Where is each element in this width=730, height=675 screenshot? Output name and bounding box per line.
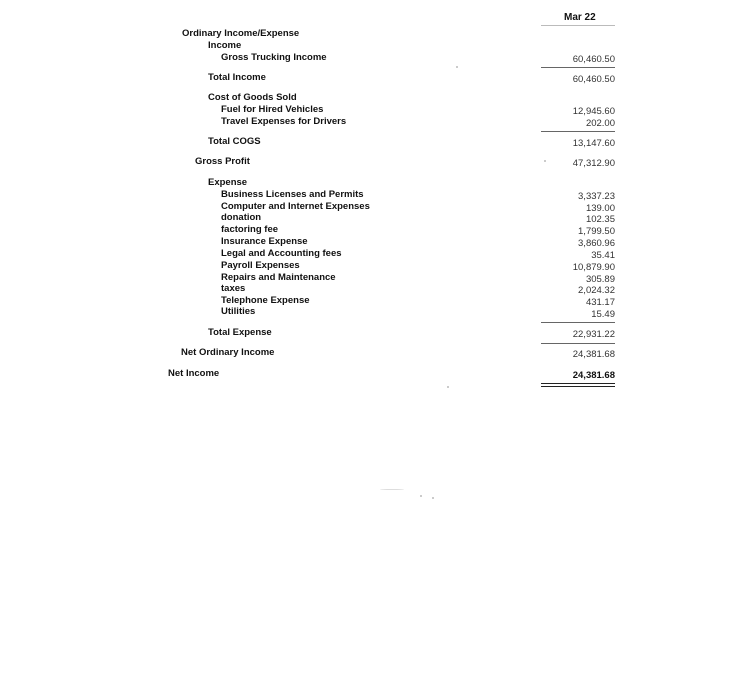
value-business-licenses: 3,337.23 — [578, 191, 615, 202]
label-net-income: Net Income — [168, 368, 220, 379]
value-donation: 102.35 — [585, 214, 615, 225]
label-total-income: Total Income — [208, 72, 266, 83]
label-business-licenses: Business Licenses and Permits — [221, 189, 364, 200]
value-computer-internet: 139.00 — [585, 203, 615, 214]
label-factoring-fee: factoring fee — [221, 224, 279, 235]
label-gross-profit: Gross Profit — [195, 156, 250, 167]
label-taxes: taxes — [221, 283, 246, 294]
rule-net-ordinary — [541, 343, 615, 344]
label-total-expense: Total Expense — [208, 327, 272, 338]
value-legal-accounting: 35.41 — [591, 250, 615, 261]
value-repairs-maintenance: 305.89 — [585, 274, 615, 285]
rule-net-income-double-top — [541, 383, 615, 384]
value-payroll-expenses: 10,879.90 — [572, 262, 615, 273]
label-donation: donation — [221, 212, 262, 223]
label-gross-trucking-income: Gross Trucking Income — [221, 52, 327, 63]
value-factoring-fee: 1,799.50 — [578, 226, 615, 237]
label-expense: Expense — [208, 177, 248, 188]
value-fuel-hired-vehicles: 12,945.60 — [572, 106, 615, 117]
label-total-cogs: Total COGS — [208, 136, 261, 147]
value-travel-expenses-drivers: 202.00 — [585, 118, 615, 129]
label-cost-of-goods-sold: Cost of Goods Sold — [208, 92, 297, 103]
label-travel-expenses-drivers: Travel Expenses for Drivers — [221, 116, 347, 127]
rule-cogs-subtotal — [541, 131, 615, 132]
value-taxes: 2,024.32 — [578, 285, 615, 296]
label-insurance-expense: Insurance Expense — [221, 236, 308, 247]
label-income: Income — [208, 40, 242, 51]
label-repairs-maintenance: Repairs and Maintenance — [221, 272, 336, 283]
label-utilities: Utilities — [221, 306, 256, 317]
header-underline — [541, 25, 615, 26]
scan-speck — [420, 495, 422, 497]
label-telephone-expense: Telephone Expense — [221, 295, 310, 306]
value-net-income: 24,381.68 — [572, 370, 615, 381]
value-total-income: 60,460.50 — [572, 74, 615, 85]
rule-net-income-double-bottom — [541, 386, 615, 387]
scan-streak — [380, 489, 404, 490]
value-total-cogs: 13,147.60 — [572, 138, 615, 149]
label-computer-internet: Computer and Internet Expenses — [221, 201, 370, 212]
rule-income-subtotal — [541, 67, 615, 68]
scan-speck — [432, 497, 434, 499]
value-insurance-expense: 3,860.96 — [578, 238, 615, 249]
label-net-ordinary-income: Net Ordinary Income — [181, 347, 275, 358]
scan-speck — [544, 160, 546, 162]
value-gross-profit: 47,312.90 — [572, 158, 615, 169]
value-utilities: 15.49 — [591, 309, 615, 320]
scan-speck — [456, 66, 458, 68]
rule-expense-subtotal — [541, 322, 615, 323]
value-telephone-expense: 431.17 — [585, 297, 615, 308]
scan-speck — [447, 386, 449, 388]
value-net-ordinary-income: 24,381.68 — [572, 349, 615, 360]
value-gross-trucking-income: 60,460.50 — [572, 54, 615, 65]
label-legal-accounting: Legal and Accounting fees — [221, 248, 342, 259]
column-header-period: Mar 22 — [564, 12, 596, 23]
label-payroll-expenses: Payroll Expenses — [221, 260, 300, 271]
value-total-expense: 22,931.22 — [572, 329, 615, 340]
label-fuel-hired-vehicles: Fuel for Hired Vehicles — [221, 104, 324, 115]
label-ordinary-income-expense: Ordinary Income/Expense — [182, 28, 300, 39]
